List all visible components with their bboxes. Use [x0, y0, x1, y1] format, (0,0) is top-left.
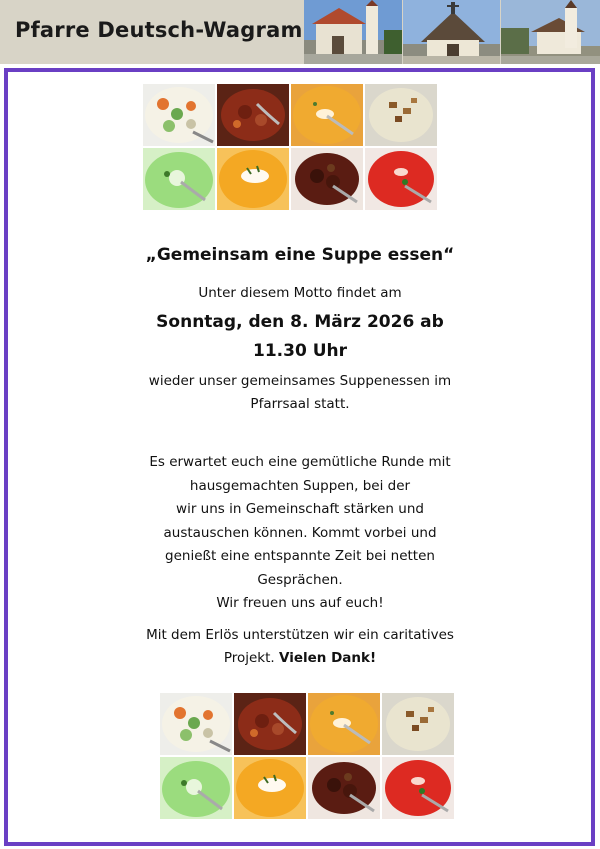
soup-image-grid-bottom — [160, 693, 454, 819]
paragraph-line: wir uns in Gemeinschaft stärken und — [176, 501, 424, 517]
pea-soup-icon — [143, 148, 215, 210]
paragraph-line: Wir freuen uns auf euch! — [216, 595, 384, 611]
meatball-soup-icon — [291, 148, 363, 210]
tomato-soup-icon — [382, 757, 454, 819]
invite-paragraph — [104, 370, 496, 416]
thank-you-text: Vielen Dank! — [279, 650, 377, 666]
paragraph-line: genießt eine entspannte Zeit bei netten — [165, 548, 435, 564]
intro-line: Unter diesem Motto findet am — [198, 285, 402, 301]
body-paragraph — [104, 451, 496, 616]
vegetable-soup-icon — [143, 84, 215, 146]
carrot-soup-icon — [217, 148, 289, 210]
cream-soup-icon — [382, 693, 454, 755]
parish-title: Pfarre Deutsch-Wagram — [15, 18, 303, 42]
paragraph-line: Pfarrsaal statt. — [250, 396, 350, 412]
paragraph-line — [104, 647, 496, 670]
goulash-soup-icon — [234, 693, 306, 755]
closing-text: Projekt. — [223, 650, 279, 666]
event-time: 11.30 Uhr — [253, 341, 347, 361]
pea-soup-icon — [160, 757, 232, 819]
tomato-soup-icon — [365, 148, 437, 210]
paragraph-line: hausgemachten Suppen, bei der — [189, 477, 411, 494]
vegetable-soup-icon — [160, 693, 232, 755]
event-date: Sonntag, den 8. März 2026 ab — [156, 312, 444, 332]
poster-headline: „Gemeinsam eine Suppe essen“ — [145, 245, 455, 265]
church-photo-3 — [501, 0, 600, 64]
paragraph-line: wieder unser gemeinsames Suppenessen im — [148, 373, 452, 389]
church-photo-1 — [304, 0, 402, 64]
header-bar — [0, 0, 600, 64]
paragraph-line: Gesprächen. — [257, 571, 343, 588]
paragraph-line: Es erwartet euch eine gemütliche Runde mit — [149, 454, 451, 470]
pumpkin-soup-icon — [308, 693, 380, 755]
cream-soup-icon — [365, 84, 437, 146]
meatball-soup-icon — [308, 757, 380, 819]
pumpkin-soup-icon — [291, 84, 363, 146]
paragraph-line: austauschen können. Kommt vorbei und — [163, 524, 437, 541]
closing-paragraph — [104, 624, 496, 670]
soup-image-grid-top — [143, 84, 437, 210]
carrot-soup-icon — [234, 757, 306, 819]
goulash-soup-icon — [217, 84, 289, 146]
paragraph-line: Mit dem Erlös unterstützen wir ein caritatives — [146, 627, 454, 643]
church-photo-2 — [403, 0, 500, 64]
